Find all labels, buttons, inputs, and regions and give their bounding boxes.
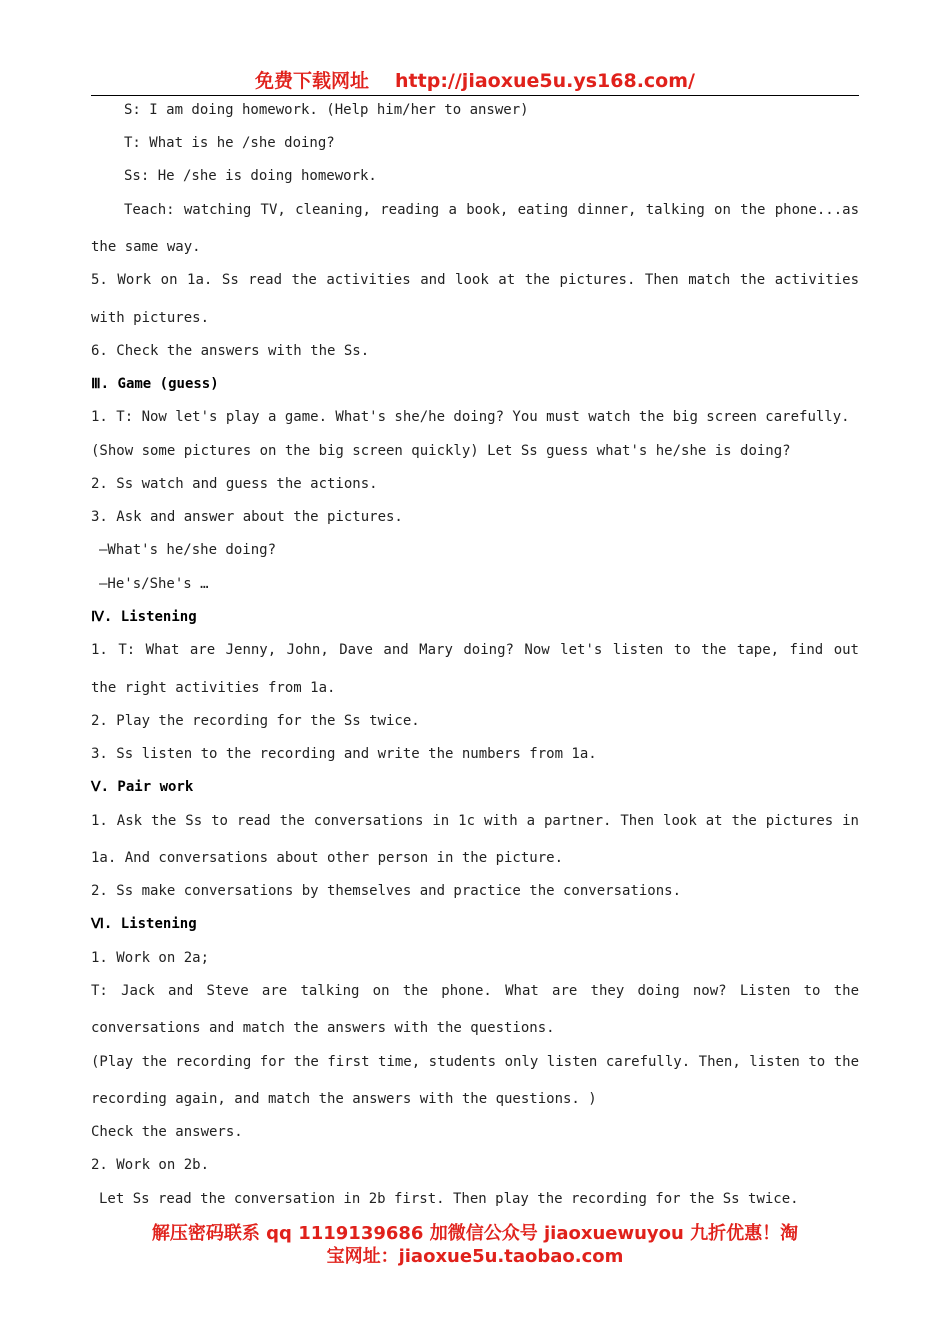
section-heading: Ⅴ. Pair work [91, 779, 194, 795]
text-line: Let Ss read the conversation in 2b first. Then play the recording for the Ss twice. [99, 1191, 799, 1207]
text-line: 1. Ask the Ss to read the conversations in 1c with a partner. Then look at the pictures in [91, 813, 859, 829]
section-heading: Ⅳ. Listening [91, 609, 197, 625]
text-line: with pictures. [91, 310, 210, 326]
text-line: 2. Play the recording for the Ss twice. [91, 713, 420, 729]
text-line: Teach: watching TV, cleaning, reading a book, eating dinner, talking on the phone...as [124, 202, 859, 218]
text-line: Ss: He /she is doing homework. [124, 168, 377, 184]
footer-line-2[interactable]: 宝网址：jiaoxue5u.taobao.com [326, 1246, 624, 1267]
text-line: 3. Ask and answer about the pictures. [91, 509, 403, 525]
section-heading: Ⅲ. Game (guess) [91, 376, 219, 392]
text-line: 1a. And conversations about other person in the picture. [91, 850, 564, 866]
text-line: the same way. [91, 239, 201, 255]
text-line: 1. T: What are Jenny, John, Dave and Mary doing? Now let's listen to the tape, find out [91, 642, 859, 658]
text-line: recording again, and match the answers with the questions. ) [91, 1091, 597, 1107]
text-line: —What's he/she doing? [99, 542, 277, 558]
section-heading: Ⅵ. Listening [91, 916, 197, 932]
text-line: T: What is he /she doing? [124, 135, 335, 151]
text-line: (Play the recording for the first time, students only listen carefully. Then, listen to the [91, 1054, 859, 1070]
footer-line-1: 解压密码联系 qq 1119139686 加微信公众号 jiaoxuewuyou 九折优惠！淘 [151, 1223, 799, 1244]
text-line: 3. Ss listen to the recording and write the numbers from 1a. [91, 746, 597, 762]
text-line: S: I am doing homework. (Help him/her to answer) [124, 102, 529, 118]
text-line: (Show some pictures on the big screen quickly) Let Ss guess what's he/she is doing? [91, 443, 791, 459]
header-url[interactable]: http://jiaoxue5u.ys168.com/ [395, 70, 695, 92]
text-line: 5. Work on 1a. Ss read the activities and look at the pictures. Then match the activities [91, 272, 859, 288]
text-line: 1. Work on 2a; [91, 950, 210, 966]
text-line: T: Jack and Steve are talking on the phone. What are they doing now? Listen to the [91, 983, 859, 999]
text-line: —He's/She's … [99, 576, 209, 592]
text-line: 2. Ss watch and guess the actions. [91, 476, 378, 492]
text-line: conversations and match the answers with the questions. [91, 1020, 555, 1036]
text-line: 2. Work on 2b. [91, 1157, 210, 1173]
text-line: 6. Check the answers with the Ss. [91, 343, 370, 359]
text-line: 2. Ss make conversations by themselves and practice the conversations. [91, 883, 682, 899]
page-header [0, 66, 950, 93]
text-line: 1. T: Now let's play a game. What's she/he doing? You must watch the big screen carefully. [91, 409, 850, 425]
text-line: Check the answers. [91, 1124, 243, 1140]
header-label: 免费下载网址 [255, 70, 370, 92]
text-line: the right activities from 1a. [91, 680, 336, 696]
header-divider [91, 95, 859, 96]
